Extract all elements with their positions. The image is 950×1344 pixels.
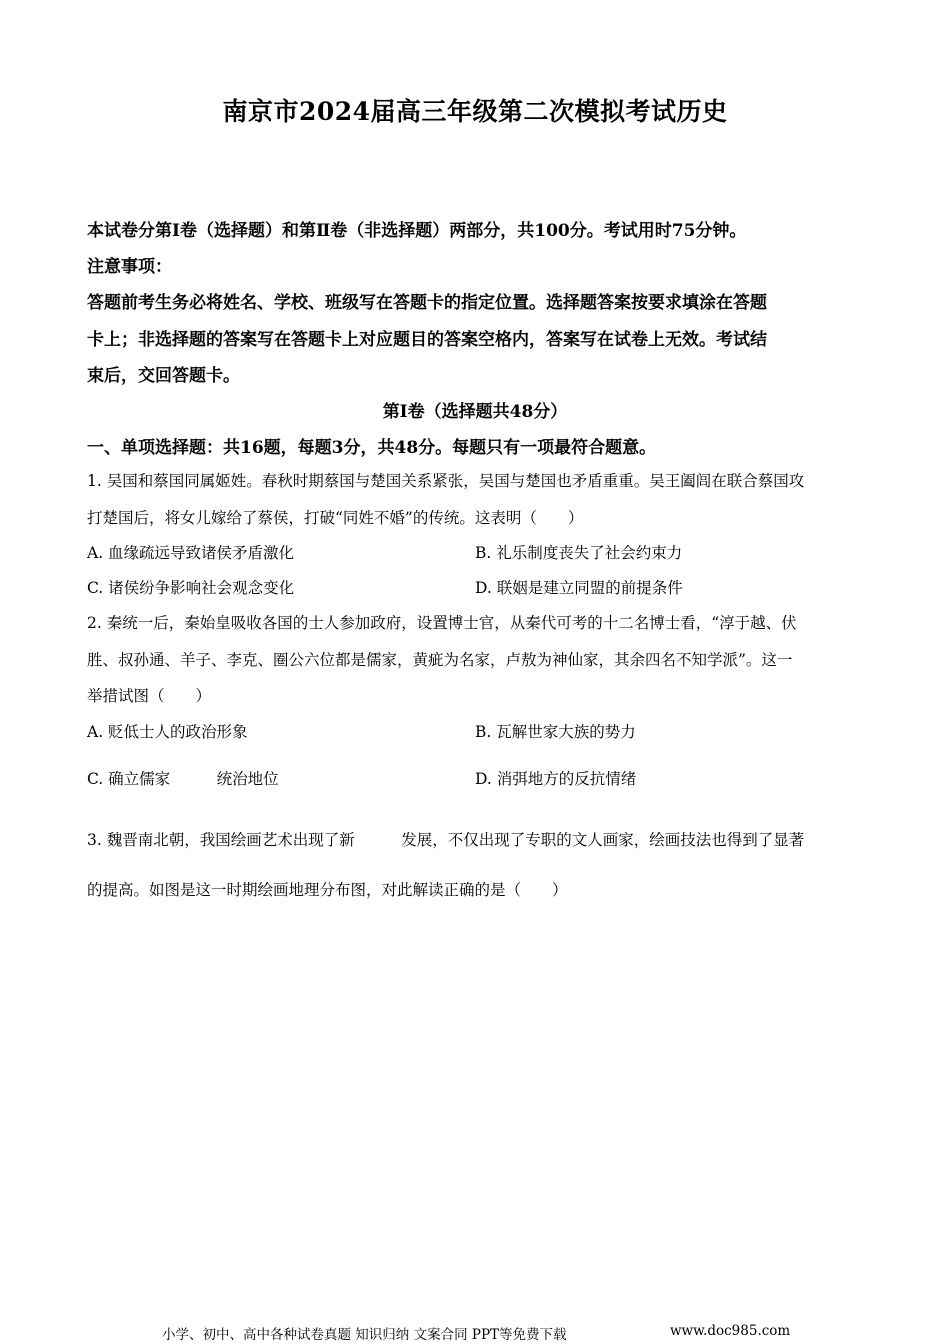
exam-summary: 本试卷分第Ⅰ卷（选择题）和第Ⅱ卷（非选择题）两部分，共100分。考试用时75分钟。	[87, 221, 747, 241]
question-1-option-a: A. 血缘疏远导致诸侯矛盾激化	[87, 544, 295, 562]
question-1-option-b: B. 礼乐制度丧失了社会约束力	[475, 544, 683, 562]
question-2-line: 举措试图（ ）	[87, 687, 212, 705]
notice-heading: 注意事项：	[87, 257, 172, 277]
question-2-option-d: D. 消弭地方的反抗情绪	[475, 770, 637, 788]
question-2-line: 2. 秦统一后，秦始皇吸收各国的士人参加政府，设置博士官，从秦代可考的十二名博士看，“淳于越、伏	[87, 614, 797, 632]
question-1-option-c: C. 诸侯纷争影响社会观念变化	[87, 579, 295, 597]
question-2-option-c: C. 确立儒家 统治地位	[87, 770, 279, 788]
footer-url[interactable]: www.doc985.com	[670, 1323, 791, 1339]
question-2-option-b: B. 瓦解世家大族的势力	[475, 723, 636, 741]
part-heading: 一、单项选择题：共16题，每题3分，共48分。每题只有一项最符合题意。	[87, 438, 657, 458]
question-2-line: 胜、叔孙通、羊子、李克、圈公六位都是儒家，黄疵为名家，卢敖为神仙家，其余四名不知学派”。这一	[87, 651, 793, 669]
notice-line: 答题前考生务必将姓名、学校、班级写在答题卡的指定位置。选择题答案按要求填涂在答题	[87, 293, 767, 313]
notice-line: 束后，交回答题卡。	[87, 366, 240, 386]
footer-text: 小学、初中、高中各种试卷真题 知识归纳 文案合同 PPT等免费下载	[162, 1327, 567, 1343]
section-heading: 第Ⅰ卷（选择题共48分）	[382, 402, 568, 422]
question-2-option-a: A. 贬低士人的政治形象	[87, 723, 248, 741]
notice-line: 卡上；非选择题的答案写在答题卡上对应题目的答案空格内，答案写在试卷上无效。考试结	[87, 330, 767, 350]
question-3-line: 3. 魏晋南北朝，我国绘画艺术出现了新 发展，不仅出现了专职的文人画家，绘画技法也得到了显著	[87, 831, 805, 849]
question-1-line: 打楚国后，将女儿嫁给了蔡侯，打破“同姓不婚”的传统。这表明（ ）	[87, 509, 584, 527]
page-title: 南京市2024届高三年级第二次模拟考试历史	[222, 97, 728, 126]
question-3-line: 的提高。如图是这一时期绘画地理分布图，对此解读正确的是（ ）	[87, 881, 568, 899]
question-1-line: 1. 吴国和蔡国同属姬姓。春秋时期蔡国与楚国关系紧张，吴国与楚国也矛盾重重。吴王阖闾在联合蔡国攻	[87, 472, 805, 490]
question-1-option-d: D. 联姻是建立同盟的前提条件	[475, 579, 683, 597]
